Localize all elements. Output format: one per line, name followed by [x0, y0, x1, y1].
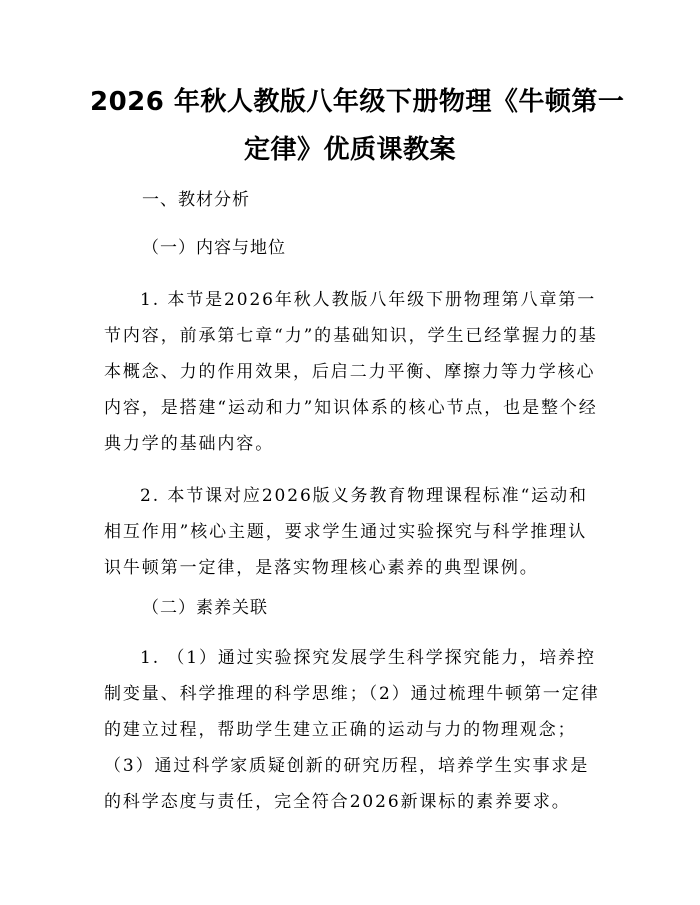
- paragraph-literacy-1-text: 1. （1）通过实验探究发展学生科学探究能力，培养控制变量、科学推理的科学思维；（2）通过梳理牛顿第一定律的建立过程，帮助学生建立正确的运动与力的物理观念；（3）通过科学家质疑创新的研究历程，培养学生实事求是的科学态度与责任，完全符合2026新课标的素养要求。: [104, 648, 600, 812]
- paragraph-content-2: [104, 478, 604, 586]
- paragraph-content-1: [104, 282, 604, 462]
- paragraph-content-1-text: 1. 本节是2026年秋人教版八年级下册物理第八章第一节内容，前承第七章“力”的基础知识，学生已经掌握力的基本概念、力的作用效果，后启二力平衡、摩擦力等力学核心内容，是搭建“运动和力”知识体系的核心节点，也是整个经典力学的基础内容。: [104, 290, 598, 454]
- document-title-line-2: 定律》优质课教案: [243, 135, 456, 165]
- subsection-heading-content-and-position: （一）内容与地位: [142, 238, 286, 258]
- subsection-heading-literacy-connection: （二）素养关联: [142, 598, 268, 618]
- section-heading-teaching-material-analysis: 一、教材分析: [142, 190, 250, 210]
- paragraph-literacy-1: [104, 640, 604, 820]
- paragraph-content-2-text: 2. 本节课对应2026版义务教育物理课程标准“运动和相互作用”核心主题，要求学生通过实验探究与科学推理认识牛顿第一定律，是落实物理核心素养的典型课例。: [104, 486, 588, 578]
- document-title-line-1: 2026 年秋人教版八年级下册物理《牛顿第一: [90, 87, 625, 117]
